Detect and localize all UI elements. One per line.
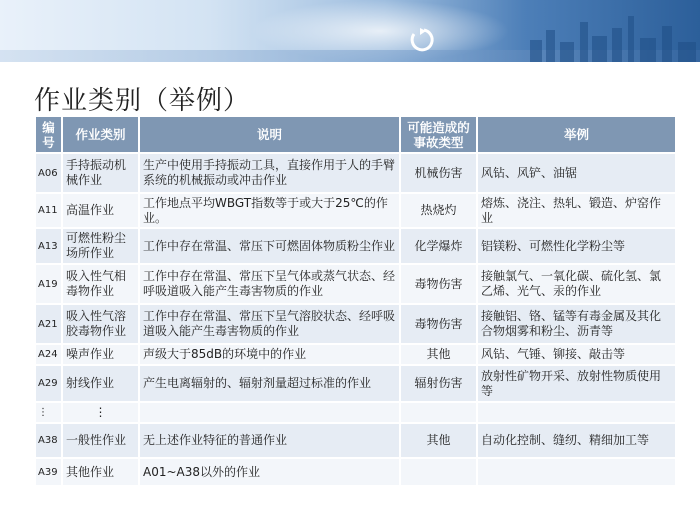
cell-example: 风钻、气锤、铆接、敲击等 [478, 345, 675, 364]
cell-code: A24 [36, 345, 61, 364]
table-row [36, 194, 675, 227]
cell-accident-type: 辐射伤害 [401, 366, 476, 401]
cell-description: 无上述作业特征的普通作业 [140, 424, 399, 457]
cell-code: A06 [36, 154, 61, 192]
table-row [36, 229, 675, 263]
cell-category: 其他作业 [63, 459, 138, 485]
cell-code: A13 [36, 229, 61, 263]
table-row [36, 424, 675, 457]
table-row [36, 305, 675, 343]
table-row [36, 265, 675, 303]
cell-accident-type: 毒物伤害 [401, 305, 476, 343]
table-row [36, 459, 675, 485]
cell-example: 熔炼、浇注、热轧、锻造、炉窑作业 [478, 194, 675, 227]
cell-category: 吸入性气相毒物作业 [63, 265, 138, 303]
cell-description [140, 403, 399, 422]
cell-category: 可燃性粉尘场所作业 [63, 229, 138, 263]
cell-code: A11 [36, 194, 61, 227]
cell-description: 生产中使用手持振动工具，直接作用于人的手臂系统的机械振动或冲击作业 [140, 154, 399, 192]
column-header-example: 举例 [478, 117, 675, 152]
column-header-code: 编号 [36, 117, 61, 152]
cell-description: 工作地点平均WBGT指数等于或大于25℃的作业。 [140, 194, 399, 227]
cell-example: 铝镁粉、可燃性化学粉尘等 [478, 229, 675, 263]
cell-accident-type: 热烧灼 [401, 194, 476, 227]
cell-accident-type [401, 459, 476, 485]
cell-example: 自动化控制、缝纫、精细加工等 [478, 424, 675, 457]
cell-code: A39 [36, 459, 61, 485]
table-row [36, 403, 675, 422]
table-row [36, 154, 675, 192]
table-row [36, 366, 675, 401]
cell-code: A29 [36, 366, 61, 401]
cell-example: 接触氯气、一氧化碳、硫化氢、氯乙烯、光气、汞的作业 [478, 265, 675, 303]
cell-accident-type [401, 403, 476, 422]
cell-accident-type: 化学爆炸 [401, 229, 476, 263]
column-header-description: 说明 [140, 117, 399, 152]
cell-description: 声级大于85dB的环境中的作业 [140, 345, 399, 364]
logo-icon [408, 28, 442, 54]
cell-example [478, 459, 675, 485]
cell-category: 高温作业 [63, 194, 138, 227]
work-category-table [34, 115, 677, 487]
cell-description: 工作中存在常温、常压下呈气溶胶状态、经呼吸道吸入能产生毒害物质的作业 [140, 305, 399, 343]
cell-accident-type: 其他 [401, 424, 476, 457]
table-row [36, 345, 675, 364]
cell-description: 产生电离辐射的、辐射剂量超过标准的作业 [140, 366, 399, 401]
cell-category: 吸入性气溶胶毒物作业 [63, 305, 138, 343]
cell-category: ⋮ [63, 403, 138, 422]
cell-example: 放射性矿物开采、放射性物质使用等 [478, 366, 675, 401]
cell-example: 风钻、风铲、油锯 [478, 154, 675, 192]
column-header-accident-type: 可能造成的事故类型 [401, 117, 476, 152]
page-title: 作业类别（举例） [34, 86, 251, 116]
cell-code: ⋮ [36, 403, 61, 422]
cell-accident-type: 其他 [401, 345, 476, 364]
cell-accident-type: 毒物伤害 [401, 265, 476, 303]
cell-example [478, 403, 675, 422]
header-banner [0, 0, 700, 62]
cell-code: A38 [36, 424, 61, 457]
cell-description: 工作中存在常温、常压下呈气体或蒸气状态、经呼吸道吸入能产生毒害物质的作业 [140, 265, 399, 303]
cell-code: A21 [36, 305, 61, 343]
cell-description: A01~A38以外的作业 [140, 459, 399, 485]
column-header-category: 作业类别 [63, 117, 138, 152]
cell-example: 接触铝、铬、锰等有毒金属及其化合物烟雾和粉尘、沥青等 [478, 305, 675, 343]
cell-category: 射线作业 [63, 366, 138, 401]
cell-category: 手持振动机械作业 [63, 154, 138, 192]
cell-accident-type: 机械伤害 [401, 154, 476, 192]
table-header-row [36, 117, 675, 152]
cell-description: 工作中存在常温、常压下可燃固体物质粉尘作业 [140, 229, 399, 263]
cell-category: 噪声作业 [63, 345, 138, 364]
city-skyline-icon [520, 12, 700, 62]
cell-code: A19 [36, 265, 61, 303]
cell-category: 一般性作业 [63, 424, 138, 457]
